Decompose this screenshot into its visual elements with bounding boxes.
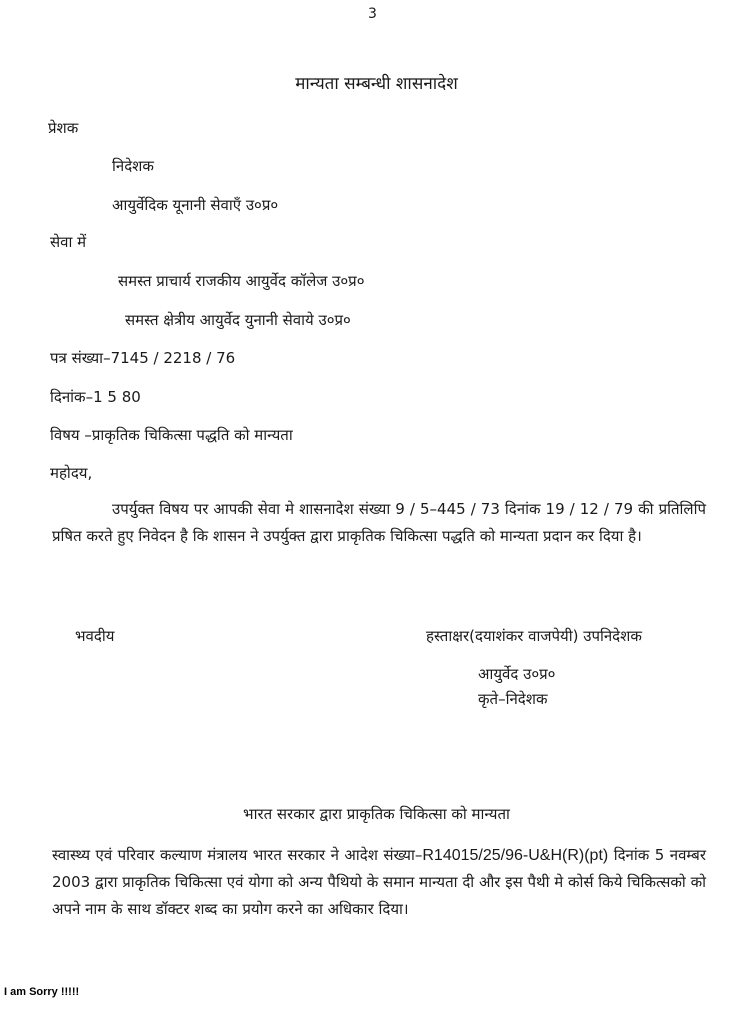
recipient-label: सेवा में — [50, 233, 87, 251]
recipient-line-1: समस्त प्राचार्य राजकीय आयुर्वेद कॉलेज उ०प्र० — [118, 272, 365, 290]
section-paragraph-end: दिनांक 5 नवम्बर 2003 द्वारा प्राकृतिक चिकित्सा एवं योगा को अन्य पैथियो के समान मान्यता दी और इस पैथी मे कोर्स किये चिकित्सको को अपने नाम के साथ डॉक्टर शब्द का प्रयोग करने का अधिकार दिया। — [52, 846, 706, 918]
salutation: महोदय, — [50, 464, 93, 482]
signature-on-behalf: कृते–निदेशक — [478, 690, 548, 708]
signature-line: हस्ताक्षर(दयाशंकर वाजपेयी) उपनिदेशक — [426, 627, 642, 645]
letter-date: दिनांक–1 5 80 — [50, 388, 141, 406]
body-paragraph: उपर्युक्त विषय पर आपकी सेवा मे शासनादेश संख्या 9 / 5–445 / 73 दिनांक 19 / 12 / 79 की प्रतिलिपि प्रषित करते हुए निवेदन है कि शासन ने उपर्युक्त द्वारा प्राकृतिक चिकित्सा पद्धति को मान्यता प्रदान कर दिया है। — [52, 500, 706, 545]
order-number: R14015/25/96-U&H(R)(pt) — [422, 847, 609, 864]
section-paragraph-start: स्वास्थ्य एवं परिवार कल्याण मंत्रालय भारत सरकार ने आदेश संख्या– — [52, 846, 423, 864]
footer-note: I am Sorry !!!!! — [4, 986, 80, 998]
closing-yours: भवदीय — [75, 627, 115, 645]
sender-label: प्रेशक — [48, 119, 79, 137]
page-number: 3 — [368, 6, 377, 22]
recipient-line-2: समस्त क्षेत्रीय आयुर्वेद युनानी सेवाये उ०प्र० — [125, 311, 351, 329]
document-title: मान्यता सम्बन्धी शासनादेश — [295, 74, 458, 94]
letter-number: पत्र संख्या–7145 / 2218 / 76 — [50, 349, 236, 367]
section-heading: भारत सरकार द्वारा प्राकृतिक चिकित्सा को मान्यता — [243, 805, 510, 823]
section-paragraph — [52, 842, 706, 923]
sender-designation: निदेशक — [112, 157, 154, 175]
sender-department: आयुर्वेदिक यूनानी सेवाएँ उ०प्र० — [112, 196, 279, 214]
subject-line: विषय –प्राकृतिक चिकित्सा पद्धति को मान्यता — [50, 426, 293, 444]
signature-department: आयुर्वेद उ०प्र० — [478, 665, 556, 683]
